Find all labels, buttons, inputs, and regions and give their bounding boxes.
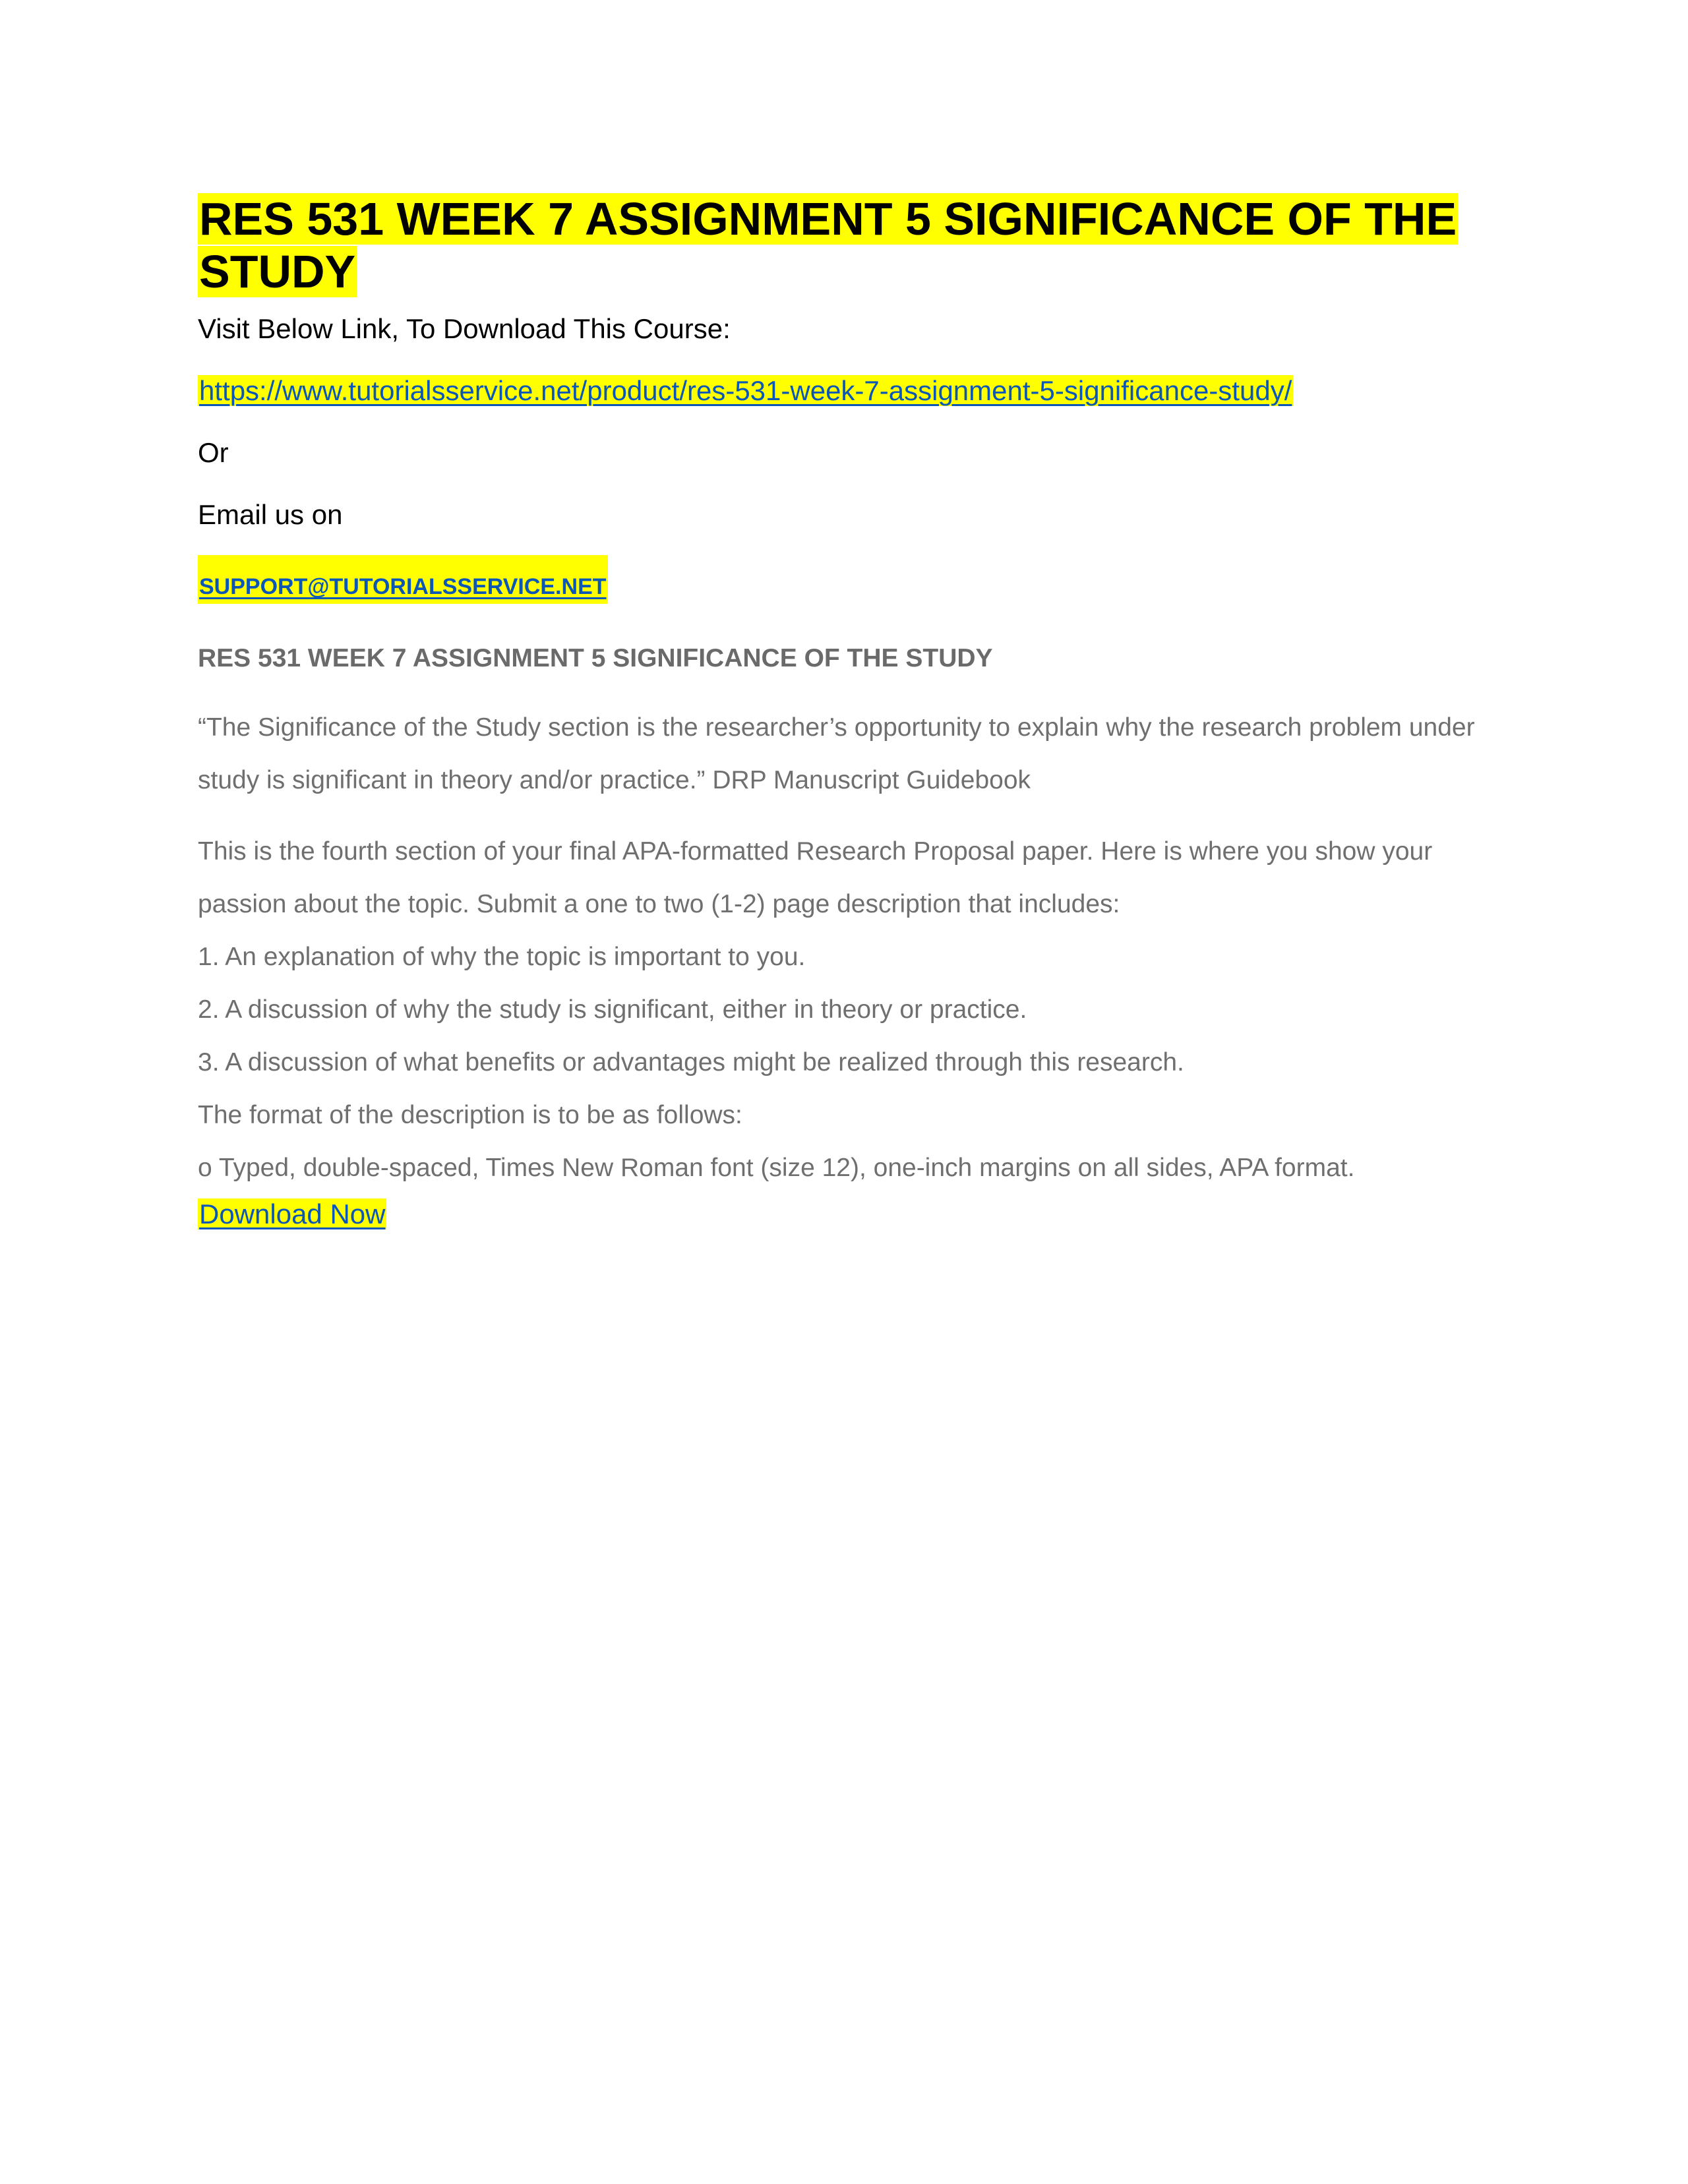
support-email-link[interactable]: SUPPORT@TUTORIALSSERVICE.NET bbox=[199, 574, 607, 599]
document-title-text: RES 531 WEEK 7 ASSIGNMENT 5 SIGNIFICANCE OF THE STUDY bbox=[199, 193, 1457, 297]
assignment-description: This is the fourth section of your final APA-formatted Research Proposal paper. Here is where you show your passion about the topic. Submit a one to two (1-2) page description that includes: bbox=[198, 837, 1433, 918]
email-highlight-box bbox=[198, 555, 608, 604]
course-link[interactable]: https://www.tutorialsservice.net/product/res-531-week-7-assignment-5-significance-study/ bbox=[199, 375, 1292, 406]
section-subheading: RES 531 WEEK 7 ASSIGNMENT 5 SIGNIFICANCE OF THE STUDY bbox=[198, 644, 993, 672]
guidebook-quote: “The Significance of the Study section is the researcher’s opportunity to explain why the research problem under study is significant in theory and/or practice.” DRP Manuscript Guidebook bbox=[198, 713, 1475, 794]
course-link-line bbox=[198, 374, 1517, 407]
or-text: Or bbox=[198, 437, 229, 468]
download-now-link[interactable]: Download Now bbox=[199, 1198, 386, 1229]
format-item: o Typed, double-spaced, Times New Roman font (size 12), one-inch margins on all sides, APA format. bbox=[198, 1154, 1355, 1182]
document-title bbox=[198, 192, 1490, 298]
visit-instruction: Visit Below Link, To Download This Course: bbox=[198, 313, 731, 344]
list-item: 3. A discussion of what benefits or advantages might be realized through this research. bbox=[198, 1048, 1184, 1077]
download-line bbox=[198, 1196, 1517, 1233]
format-intro: The format of the description is to be as follows: bbox=[198, 1101, 742, 1129]
document-content bbox=[198, 192, 1517, 1233]
list-item: 1. An explanation of why the topic is important to you. bbox=[198, 943, 806, 971]
list-item: 2. A discussion of why the study is significant, either in theory or practice. bbox=[198, 995, 1027, 1024]
email-label: Email us on bbox=[198, 499, 343, 530]
